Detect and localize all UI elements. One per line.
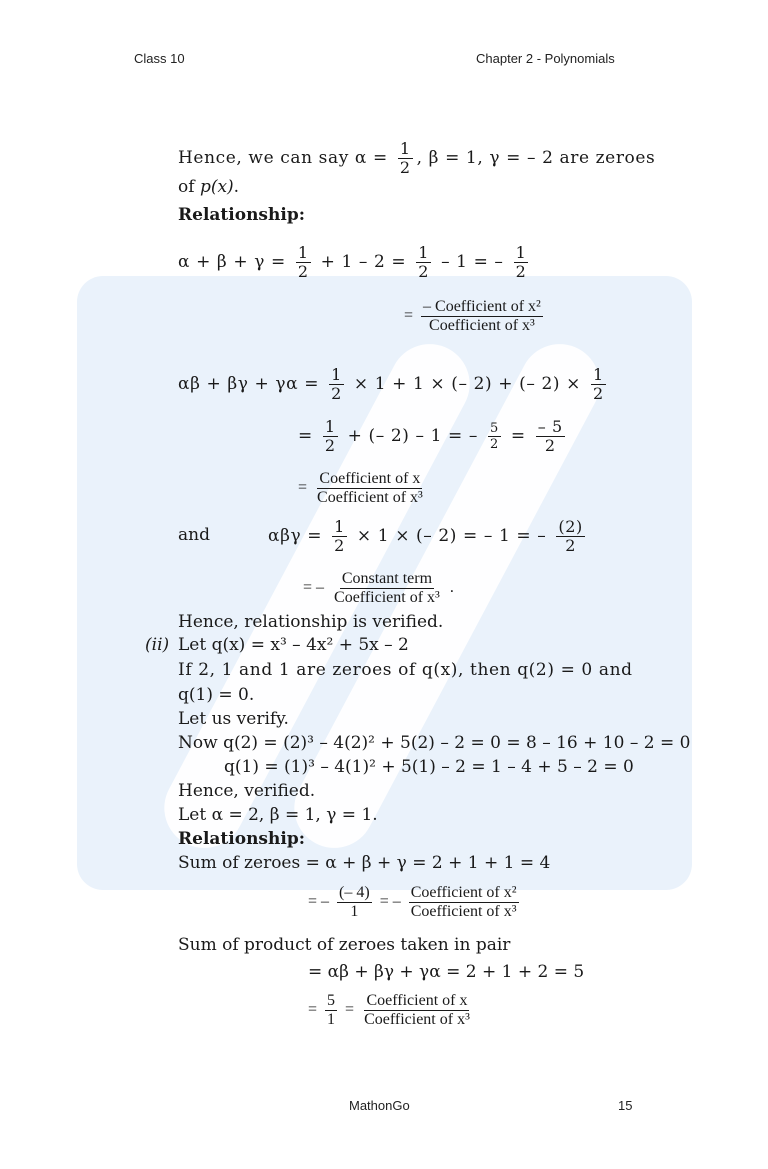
header-chapter-label: Chapter 2 - Polynomials [476,51,615,66]
denominator: 2 [489,437,499,452]
numerator: 1 [515,243,527,262]
if-zeroes-statement: If 2, 1 and 1 are zeroes of q(x), then q(2) = 0 and [178,660,633,680]
text: = – [308,893,330,911]
fraction [325,992,337,1029]
denominator: 2 [592,384,604,403]
q2-evaluation: Now q(2) = (2)³ – 4(2)² + 5(2) – 2 = 0 = 8 – 16 + 10 – 2 = 0 [178,733,691,753]
text: = [308,1001,318,1019]
denominator: 2 [399,158,411,177]
numerator: 5 [327,992,336,1009]
pair-coefficient-ratio [298,470,429,507]
text: of [178,177,200,197]
pair-heading: Sum of product of zeroes taken in pair [178,935,511,955]
page-number: 15 [618,1098,633,1113]
text: = [404,307,414,325]
numerator: (2) [558,517,583,536]
verified-statement-1: Hence, relationship is verified. [178,612,444,632]
fraction [296,244,311,281]
denominator: 1 [350,903,359,920]
numerator: 1 [331,365,342,384]
text: = – [379,893,401,911]
part-ii-label: (ii) [145,635,170,655]
text: Hence, we can say α = [178,148,394,168]
product-coefficient-ratio [303,570,454,607]
numerator: – 5 [537,417,563,436]
fraction [514,244,529,281]
denominator: Coefficient of x³ [317,489,423,506]
denominator: Coefficient of x³ [334,589,440,606]
sum-coefficient-ratio [404,298,547,335]
verified-statement-2: Hence, verified. [178,781,316,801]
text: × 1 + 1 × (– 2) + (– 2) × [353,374,581,394]
fraction [315,470,425,507]
pair-product-2: = αβ + βγ + γα = 2 + 1 + 2 = 5 [308,962,585,982]
denominator: Coefficient of x³ [364,1011,470,1028]
denominator: 2 [324,436,336,455]
text: = [510,426,526,446]
numerator: 5 [489,421,499,436]
denominator: 2 [331,384,342,403]
text: × 1 × (– 2) = – 1 = – [356,526,547,546]
product-of-zeroes-equation [268,518,589,555]
fraction [421,298,543,335]
denominator: 2 [418,262,430,281]
denominator: Coefficient of x³ [410,903,517,920]
numerator: Coefficient of x [319,470,421,487]
numerator: 1 [334,517,345,536]
denominator: 2 [565,536,576,555]
numerator: Constant term [341,570,433,587]
zeroes-statement [178,140,655,177]
text: = – [303,579,325,597]
numerator: (– 4) [339,884,370,901]
fraction [332,518,347,555]
numerator: – Coefficient of x² [423,298,541,315]
sum-of-zeroes-2: Sum of zeroes = α + β + γ = 2 + 1 + 1 = 4 [178,853,551,873]
text: . [449,579,454,597]
q1-zero-statement: q(1) = 0. [178,685,255,705]
numerator: 1 [324,417,336,436]
fraction [556,518,584,555]
denominator: 2 [297,262,309,281]
denominator: Coefficient of x³ [429,317,535,334]
text: αβγ = [268,526,329,546]
denominator: 1 [327,1011,336,1028]
text: – 1 = – [441,252,504,272]
text: + (– 2) – 1 = – [347,426,478,446]
numerator: 1 [297,243,309,262]
of-p-of-x [178,177,239,197]
and-label: and [178,525,210,545]
text: α + β + γ = [178,252,292,272]
text: αβ + βγ + γα = [178,374,326,394]
footer-brand: MathonGo [349,1098,410,1113]
text: = [345,1001,355,1019]
fraction [398,140,413,177]
fraction [337,884,372,921]
numerator: Coefficient of x² [410,884,517,901]
pair-product-simplified [298,418,569,455]
fraction [488,421,501,452]
text: . [233,177,240,197]
text: = [298,426,319,446]
fraction [416,244,431,281]
fraction [323,418,338,455]
denominator: 2 [515,262,527,281]
numerator: Coefficient of x [366,992,468,1009]
sum-coefficient-ratio-2 [308,884,523,921]
denominator: 2 [544,436,556,455]
text: , β = 1, γ = – 2 are zeroes [416,148,656,168]
q-definition: Let q(x) = x³ – 4x² + 5x – 2 [178,635,409,655]
q1-evaluation: q(1) = (1)³ – 4(1)² + 5(1) – 2 = 1 – 4 + 5 – 2 = 0 [224,757,634,777]
relationship-heading-2: Relationship: [178,829,305,849]
let-us-verify: Let us verify. [178,709,289,729]
fraction [362,992,472,1029]
sum-of-zeroes-equation [178,244,532,281]
header-class-label: Class 10 [134,51,185,66]
fraction [329,366,344,403]
relationship-heading: Relationship: [178,205,305,225]
fraction [591,366,606,403]
numerator: 1 [399,139,411,158]
pair-coefficient-ratio-2 [308,992,476,1029]
pair-product-equation [178,366,610,403]
fraction [409,884,519,921]
denominator: 2 [334,536,345,555]
fraction [332,570,442,607]
numerator: 1 [418,243,430,262]
numerator: 1 [592,365,604,384]
fraction [536,418,565,455]
text: + 1 – 2 = [320,252,413,272]
let-alpha-beta-gamma: Let α = 2, β = 1, γ = 1. [178,805,378,825]
expression: p(x) [199,177,234,197]
text: = [298,479,308,497]
